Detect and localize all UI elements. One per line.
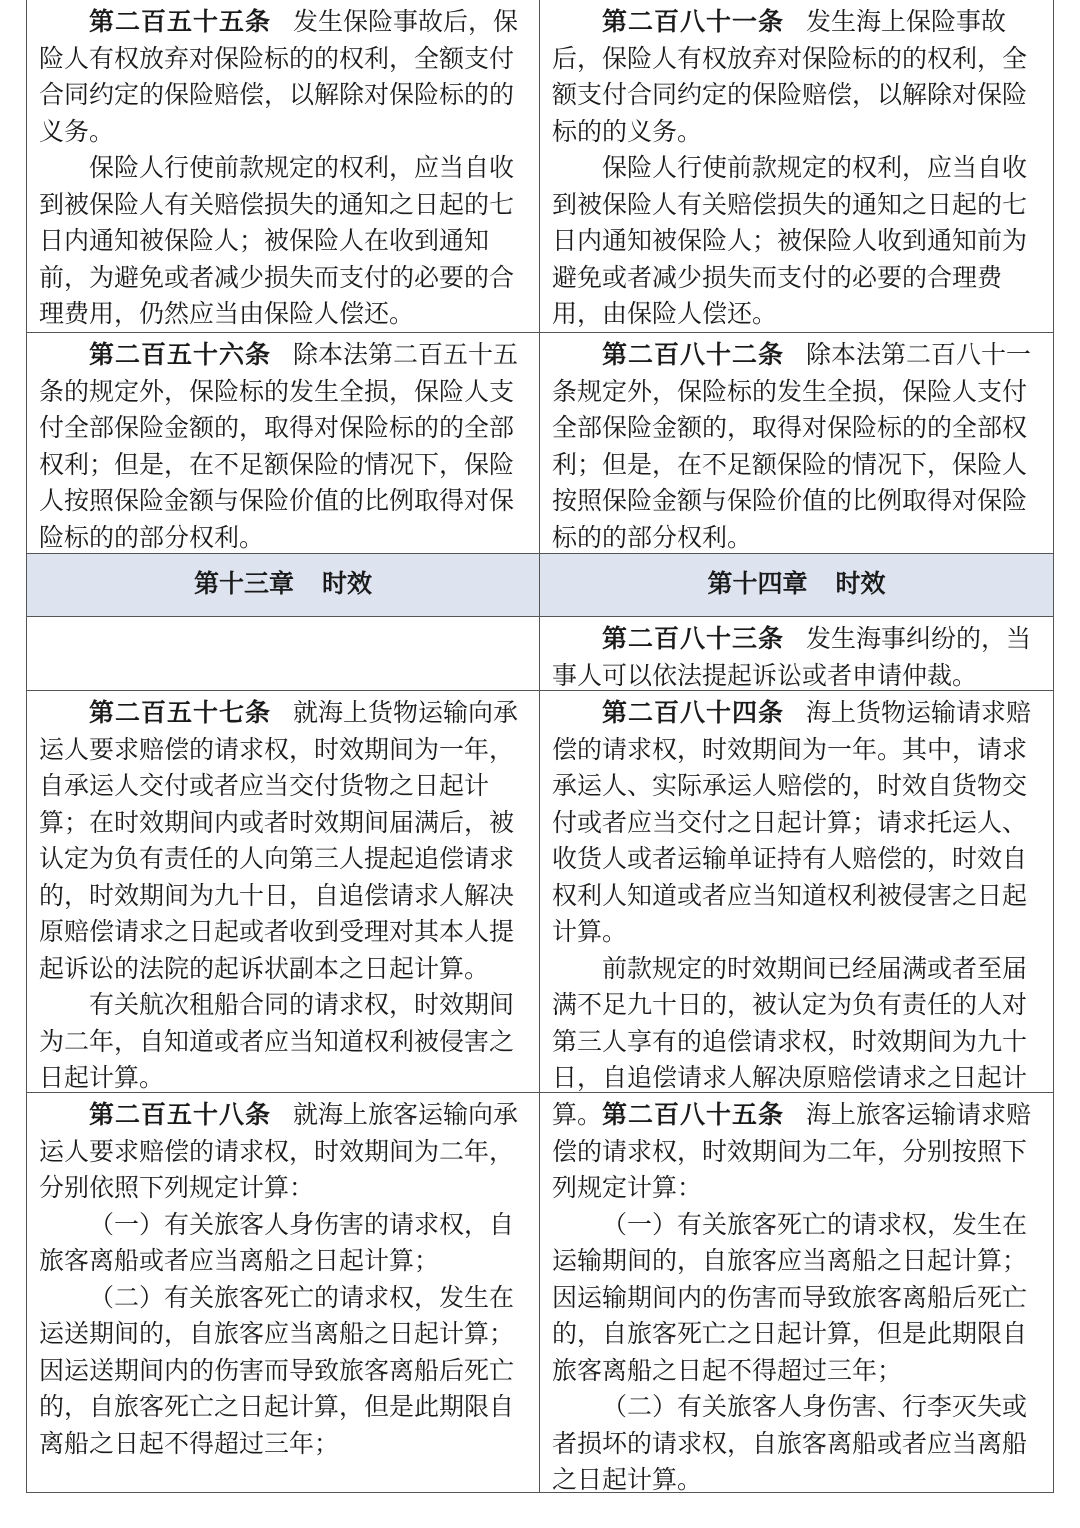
article-text: 发生保险事故后，保险人有权放弃对保险标的的权利，全额支付合同约定的保险赔偿，以解除对保险标的的义务。 [39, 7, 519, 146]
new-law-cell [540, 1093, 1053, 1492]
article-text: （一）有关旅客死亡的请求权，发生在运输期间的，自旅客应当离船之日起计算；因运输期间内的伤害而导致旅客离船后死亡的，自旅客死亡之日起计算，但是此期限自旅客离船之日起不得超过三年； [552, 1209, 1028, 1385]
new-law-cell [540, 617, 1053, 690]
table-row [26, 333, 1054, 554]
chapter-number: 第十三章 [193, 569, 294, 598]
article-text: （二）有关旅客人身伤害、行李灭失或者损坏的请求权，自旅客离船或者应当离船之日起计算。 [552, 1392, 1028, 1494]
old-law-cell-empty [27, 617, 540, 690]
new-law-cell [540, 0, 1053, 332]
article-text: 就海上旅客运输向承运人要求赔偿的请求权，时效期间为二年，分别依照下列规定计算： [39, 1100, 519, 1202]
old-law-cell [27, 0, 540, 332]
article-text: （一）有关旅客人身伤害的请求权，自旅客离船或者应当离船之日起计算； [39, 1209, 515, 1275]
chapter-header-row [26, 554, 1054, 617]
article-paragraph [552, 621, 1043, 694]
old-law-cell [27, 333, 540, 553]
article-heading: 第二百八十一条 [602, 7, 785, 36]
article-text: 海上货物运输请求赔偿的请求权，时效期间为一年。其中，请求承运人、实际承运人赔偿的，时效自货物交付或者应当交付之日起计算；请求托运人、收货人或者运输单证持有人赔偿的，时效自权利人知道或者应当知道权利被侵害之日起计算。 [552, 698, 1032, 946]
article-text: 除本法第二百八十一条规定外，保险标的发生全损，保险人支付全部保险金额的，取得对保险标的的全部权利；但是，在不足额保险的情况下，保险人按照保险金额与保险价值的比例取得对保险标的的部分权利。 [552, 340, 1032, 552]
new-chapter-title [540, 554, 1053, 616]
article-heading: 第二百五十六条 [89, 340, 272, 369]
article-paragraph [39, 1097, 529, 1207]
article-heading: 第二百八十四条 [602, 698, 785, 727]
old-chapter-title [27, 554, 540, 616]
article-paragraph [39, 337, 529, 556]
article-text: 有关航次租船合同的请求权，时效期间为二年，自知道或者应当知道权利被侵害之日起计算。 [39, 990, 515, 1092]
new-law-cell [540, 333, 1053, 553]
article-paragraph [552, 337, 1043, 556]
table-row [26, 0, 1054, 333]
article-text: 发生海事纠纷的，当事人可以依法提起诉讼或者申请仲裁。 [552, 624, 1032, 690]
article-heading: 第二百八十五条 [602, 1100, 785, 1129]
article-paragraph [552, 1389, 1043, 1499]
article-paragraph [39, 150, 529, 333]
article-heading: 第二百八十三条 [602, 624, 785, 653]
table-row [26, 617, 1054, 691]
article-paragraph [552, 150, 1043, 333]
article-heading: 第二百五十八条 [89, 1100, 272, 1129]
chapter-title: 时效 [835, 569, 886, 598]
article-heading: 第二百八十二条 [602, 340, 785, 369]
chapter-number: 第十四章 [707, 569, 808, 598]
article-heading: 第二百五十五条 [89, 7, 272, 36]
article-text: 海上旅客运输请求赔偿的请求权，时效期间为二年，分别按照下列规定计算： [552, 1100, 1032, 1202]
chapter-title: 时效 [322, 569, 373, 598]
old-law-cell [27, 1093, 540, 1492]
table-row [26, 1093, 1054, 1493]
article-text: 就海上货物运输向承运人要求赔偿的请求权，时效期间为一年，自承运人交付或者应当交付货物之日起计算；在时效期间内或者时效期间届满后，被认定为负有责任的人向第三人提起追偿请求的，时效期间为九十日，自追偿请求人解决原赔偿请求之日起或者收到受理对其本人提起诉讼的法院的起诉状副本之日起计算。 [39, 698, 519, 983]
article-text: 除本法第二百五十五条的规定外，保险标的发生全损，保险人支付全部保险金额的，取得对保险标的的全部权利；但是，在不足额保险的情况下，保险人按照保险金额与保险价值的比例取得对保险标的的部分权利。 [39, 340, 519, 552]
article-paragraph [552, 1207, 1043, 1390]
article-paragraph [39, 1207, 529, 1280]
article-paragraph [39, 4, 529, 150]
comparison-table [26, 0, 1054, 1493]
article-text: 保险人行使前款规定的权利，应当自收到被保险人有关赔偿损失的通知之日起的七日内通知被保险人；被保险人在收到通知前，为避免或者减少损失而支付的必要的合理费用，仍然应当由保险人偿还。 [39, 153, 515, 328]
article-paragraph [552, 695, 1043, 951]
article-text: 前款规定的时效期间已经届满或者至届满不足九十日的，被认定为负有责任的人对第三人享有的追偿请求权，时效期间为九十日，自追偿请求人解决原赔偿请求之日起计算。 [552, 953, 1028, 1129]
article-paragraph [39, 987, 529, 1097]
article-paragraph [552, 1097, 1043, 1207]
article-text: 发生海上保险事故后，保险人有权放弃对保险标的的权利，全额支付合同约定的保险赔偿，以解除对保险标的的义务。 [552, 7, 1028, 146]
old-law-cell [27, 691, 540, 1092]
article-paragraph [39, 1280, 529, 1463]
article-heading: 第二百五十七条 [89, 698, 272, 727]
article-paragraph [39, 695, 529, 987]
article-text: 保险人行使前款规定的权利，应当自收到被保险人有关赔偿损失的通知之日起的七日内通知被保险人；被保险人收到通知前为避免或者减少损失而支付的必要的合理费用，由保险人偿还。 [552, 153, 1028, 328]
article-text: （二）有关旅客死亡的请求权，发生在运送期间的，自旅客应当离船之日起计算；因运送期间内的伤害而导致旅客离船后死亡的，自旅客死亡之日起计算，但是此期限自离船之日起不得超过三年； [39, 1282, 515, 1458]
article-paragraph [552, 4, 1043, 150]
